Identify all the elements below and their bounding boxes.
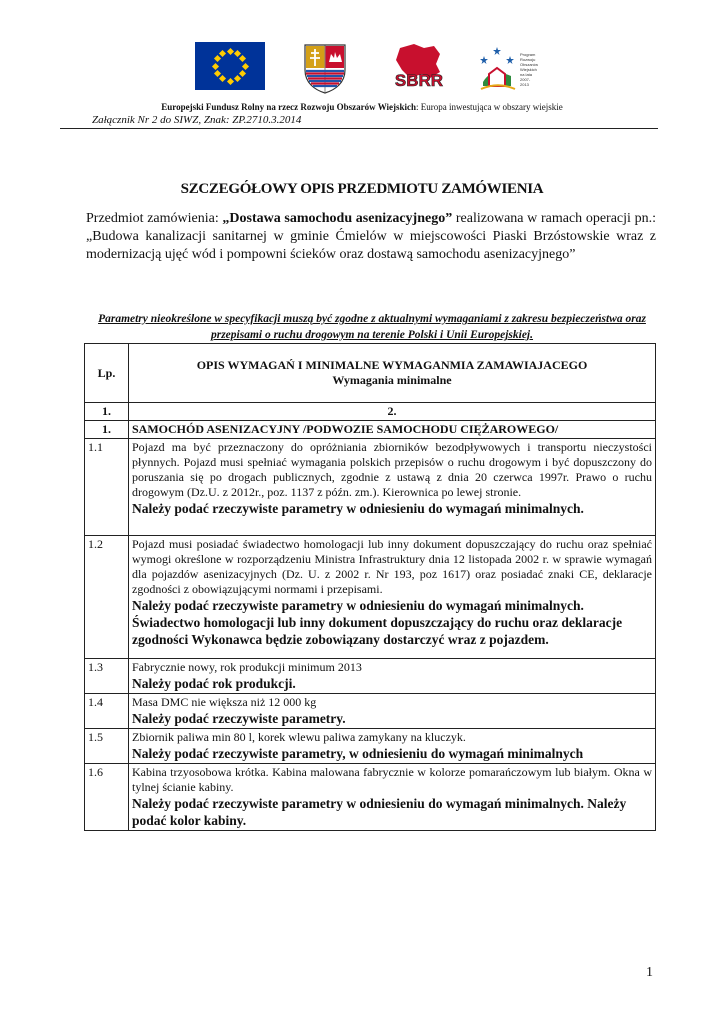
- row-content: [129, 694, 656, 729]
- eu-star-icon: [241, 62, 248, 69]
- section-lp: 1.: [85, 421, 129, 439]
- page-number: 1: [646, 965, 653, 980]
- eu-star-icon: [234, 75, 241, 82]
- row-text: Zbiornik paliwa min 80 l, korek wlewu paliwa zamykany na kluczyk.: [132, 730, 466, 744]
- section-title: SAMOCHÓD ASENIZACYJNY /PODWOZIE SAMOCHODU CIĘŻAROWEGO/: [129, 421, 656, 439]
- fund-slogan: : Europa inwestująca w obszary wiejskie: [416, 102, 563, 112]
- eu-star-icon: [234, 49, 241, 56]
- header-lp: Lp.: [85, 344, 129, 403]
- row-note: Należy podać rok produkcji.: [132, 676, 296, 691]
- requirements-table: [84, 343, 656, 831]
- section-row: [85, 421, 656, 439]
- row-note: Należy podać rzeczywiste parametry w odniesieniu do wymagań minimalnych. Należy podać kolor kabiny.: [132, 796, 627, 828]
- fund-line: [0, 102, 724, 112]
- table-row: [85, 439, 656, 536]
- eu-star-icon: [213, 55, 220, 62]
- coat-of-arms-icon: [302, 42, 348, 94]
- row-note: Należy podać rzeczywiste parametry, w odniesieniu do wymagań minimalnych: [132, 746, 584, 761]
- row-text: Pojazd musi posiadać świadectwo homologacji lub inny dokument dopuszczający do ruchu oraz spełniać wymogi określone w rozporządzeniu Ministra Infrastruktury dnia 12 listopada 2002 r. w sprawie wymagań dla pojazdów asenizacyjnych (Dz. U. z 2002 r. Nr 193, poz 1617) oraz posiadać znaki CE, deklaracje zgodności z obowiązującymi normami i przepisami.: [132, 537, 652, 596]
- row-lp: 1.1: [85, 439, 129, 536]
- eu-star-icon: [226, 77, 233, 84]
- header-description: [129, 344, 656, 403]
- subject-rest: realizowana w ramach operacji pn.: „Budowa kanalizacji sanitarnej w gminie Ćmielów w miejscowości Piaski Brzóstowskie wraz z modernizacją ujęć wód i pompowni ścieków oraz dostawą samochodu asenizacyjnego”: [86, 211, 656, 262]
- eu-star-icon: [219, 49, 226, 56]
- row-text: Fabrycznie nowy, rok produkcji minimum 2013: [132, 660, 362, 674]
- table-row: [85, 764, 656, 831]
- row-text: Pojazd ma być przeznaczony do opróżniania zbiorników bezodpływowych i transportu nieczystości płynnych. Pojazd musi spełniać wymagania polskich przepisów o ruchu drogowym i być dopuszczony do poruszania się po drogach publicznych, zgodnie z ustawą z dnia 20 czerwca 1997r. Prawo o ruchu drogowym (Dz.U. z 2012r., poz. 1137 z późn. zm.). Kierownica po lewej stronie.: [132, 440, 652, 499]
- row-lp: 1.3: [85, 659, 129, 694]
- row-note: Należy podać rzeczywiste parametry w odniesieniu do wymagań minimalnych.: [132, 501, 584, 516]
- subject-paragraph: [86, 210, 656, 264]
- prow-logo-text: Program Rozwoju Obszarów Wiejskich na lata 2007-2013: [520, 52, 539, 87]
- reference-line: Załącznik Nr 2 do SIWZ, Znak: ZP.2710.3.2014: [92, 114, 302, 126]
- row-content: [129, 536, 656, 659]
- row-lp: 1.5: [85, 729, 129, 764]
- header-description-line1: OPIS WYMAGAŃ I MINIMALNE WYMAGANMIA ZAMAWIAJACEGO: [196, 358, 588, 372]
- page-title: SZCZEGÓŁOWY OPIS PRZEDMIOTU ZAMÓWIENIA: [180, 181, 544, 197]
- row-text: Masa DMC nie większa niż 12 000 kg: [132, 695, 317, 709]
- eu-star-icon: [239, 55, 246, 62]
- row-lp: 1.6: [85, 764, 129, 831]
- logo-strip: [195, 42, 539, 100]
- fund-name: Europejski Fundusz Rolny na rzecz Rozwoju Obszarów Wiejskich: [161, 102, 417, 112]
- header-divider: [60, 128, 658, 129]
- parameters-note: Parametry nieokreślone w specyfikacji muszą być zgodne z aktualnymi wymaganiami z zakresu bezpieczeństwa oraz przepisami o ruchu drogowym na terenie Polski i Unii Europejskiej.: [98, 313, 646, 341]
- sbrr-logo-icon: [380, 42, 458, 94]
- row-text: Kabina trzyosobowa krótka. Kabina malowana fabrycznie w kolorze pomarańczowym lub białym. Okna w tylnej ścianie kabiny.: [132, 765, 652, 794]
- table-header-row: [85, 344, 656, 403]
- eu-star-icon: [211, 62, 218, 69]
- column-number-1: 1.: [85, 403, 129, 421]
- row-note: Należy podać rzeczywiste parametry.: [132, 711, 346, 726]
- table-row: [85, 694, 656, 729]
- eu-flag-icon: [195, 42, 265, 90]
- subject-prefix: Przedmiot zamówienia:: [86, 211, 223, 226]
- row-content: [129, 659, 656, 694]
- row-lp: 1.4: [85, 694, 129, 729]
- table-row: [85, 659, 656, 694]
- row-content: [129, 764, 656, 831]
- column-number-2: 2.: [129, 403, 656, 421]
- row-content: [129, 439, 656, 536]
- row-note: Należy podać rzeczywiste parametry w odniesieniu do wymagań minimalnych. Świadectwo homologacji lub inny dokument dopuszczający do ruchu oraz deklaracje zgodności Wykonawca będzie zobowiązany dostarczyć wraz z pojazdem.: [132, 598, 623, 647]
- header-description-line2: Wymagania minimalne: [332, 373, 452, 387]
- row-content: [129, 729, 656, 764]
- table-row: [85, 729, 656, 764]
- eu-star-icon: [226, 47, 233, 54]
- column-number-row: [85, 403, 656, 421]
- svg-text:SBRR: SBRR: [394, 71, 444, 90]
- table-row: [85, 536, 656, 659]
- eu-star-icon: [239, 70, 246, 77]
- subject-name: „Dostawa samochodu asenizacyjnego”: [222, 211, 453, 226]
- eu-star-icon: [213, 70, 220, 77]
- row-lp: 1.2: [85, 536, 129, 659]
- eu-star-icon: [219, 75, 226, 82]
